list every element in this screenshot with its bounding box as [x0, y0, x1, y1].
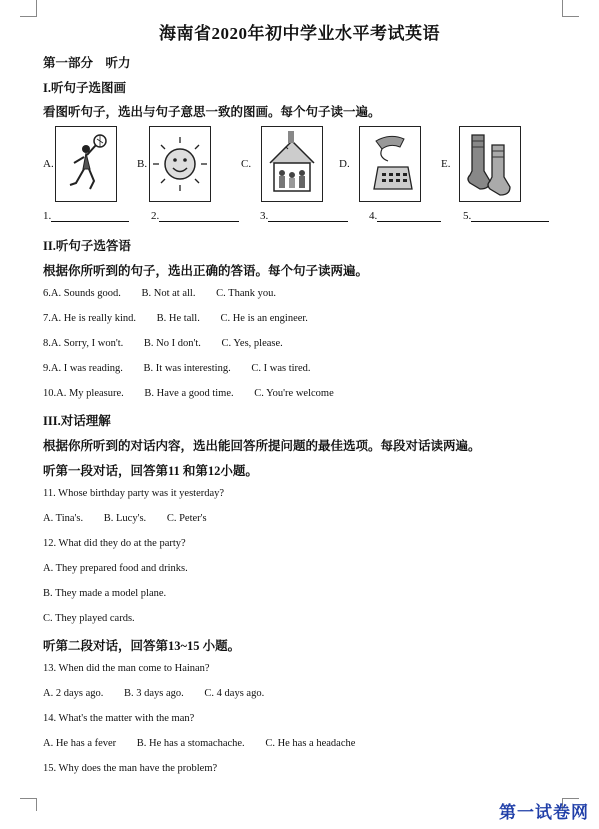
picture-options: [43, 126, 563, 202]
picture-label-c: C.: [241, 158, 252, 170]
dialog-2-heading: 听第二段对话，回答第13~15 小题。: [43, 639, 241, 653]
blank-4[interactable]: 4.: [369, 210, 441, 222]
section-1-heading: I.听句子选图画: [43, 81, 126, 95]
crop-mark-bottom-left: [20, 798, 37, 811]
question-8: 8.A. Sorry, I won't. B. No I don't. C. Yes, please.: [43, 338, 283, 349]
part-heading: 第一部分 听力: [43, 56, 131, 70]
picture-label-e: E.: [441, 158, 451, 170]
site-watermark: 第一试卷网: [499, 803, 589, 823]
question-13-options: A. 2 days ago. B. 3 days ago. C. 4 days ago.: [43, 688, 265, 699]
question-7: 7.A. He is really kind. B. He tall. C. He is an engineer.: [43, 313, 308, 324]
section-2-heading: II.听句子选答语: [43, 239, 131, 253]
page-title: 海南省2020年初中学业水平考试英语: [159, 24, 440, 43]
question-11-options: A. Tina's. B. Lucy's. C. Peter's: [43, 513, 207, 524]
question-13: 13. When did the man come to Hainan?: [43, 663, 210, 674]
picture-label-a: A.: [43, 158, 54, 170]
blank-1[interactable]: 1.: [43, 210, 129, 222]
question-11: 11. Whose birthday party was it yesterday?: [43, 488, 225, 499]
question-15: 15. Why does the man have the problem?: [43, 763, 218, 774]
section-2-instruction: 根据你所听到的句子，选出正确的答语。每个句子读两遍。: [43, 264, 369, 278]
question-12-option-b: B. They made a model plane.: [43, 588, 167, 599]
socks-icon: [459, 126, 521, 202]
question-12: 12. What did they do at the party?: [43, 538, 186, 549]
question-12-option-a: A. They prepared food and drinks.: [43, 563, 188, 574]
question-6: 6.A. Sounds good. B. Not at all. C. Thank you.: [43, 288, 276, 299]
basketball-player-icon: [55, 126, 117, 202]
section-1-instruction: 看图听句子，选出与句子意思一致的图画。每个句子读一遍。: [43, 105, 381, 119]
dialog-1-heading: 听第一段对话，回答第11 和第12小题。: [43, 464, 258, 478]
smiling-sun-icon: [149, 126, 211, 202]
blank-5[interactable]: 5.: [463, 210, 549, 222]
section-3-instruction: 根据你所听到的对话内容，选出能回答所提问题的最佳选项。每段对话读两遍。: [43, 439, 481, 453]
telephone-icon: [359, 126, 421, 202]
section-3-heading: III.对话理解: [43, 414, 111, 428]
answer-blanks: [43, 210, 563, 226]
family-house-icon: [261, 126, 323, 202]
crop-mark-top-right: [562, 0, 579, 17]
question-14: 14. What's the matter with the man?: [43, 713, 195, 724]
picture-label-b: B.: [137, 158, 148, 170]
blank-2[interactable]: 2.: [151, 210, 239, 222]
question-9: 9.A. I was reading. B. It was interesting. C. I was tired.: [43, 363, 311, 374]
question-10: 10.A. My pleasure. B. Have a good time. C. You're welcome: [43, 388, 334, 399]
question-14-options: A. He has a fever B. He has a stomachache. C. He has a headache: [43, 738, 356, 749]
question-12-option-c: C. They played cards.: [43, 613, 135, 624]
crop-mark-top-left: [20, 0, 37, 17]
blank-3[interactable]: 3.: [260, 210, 348, 222]
picture-label-d: D.: [339, 158, 350, 170]
